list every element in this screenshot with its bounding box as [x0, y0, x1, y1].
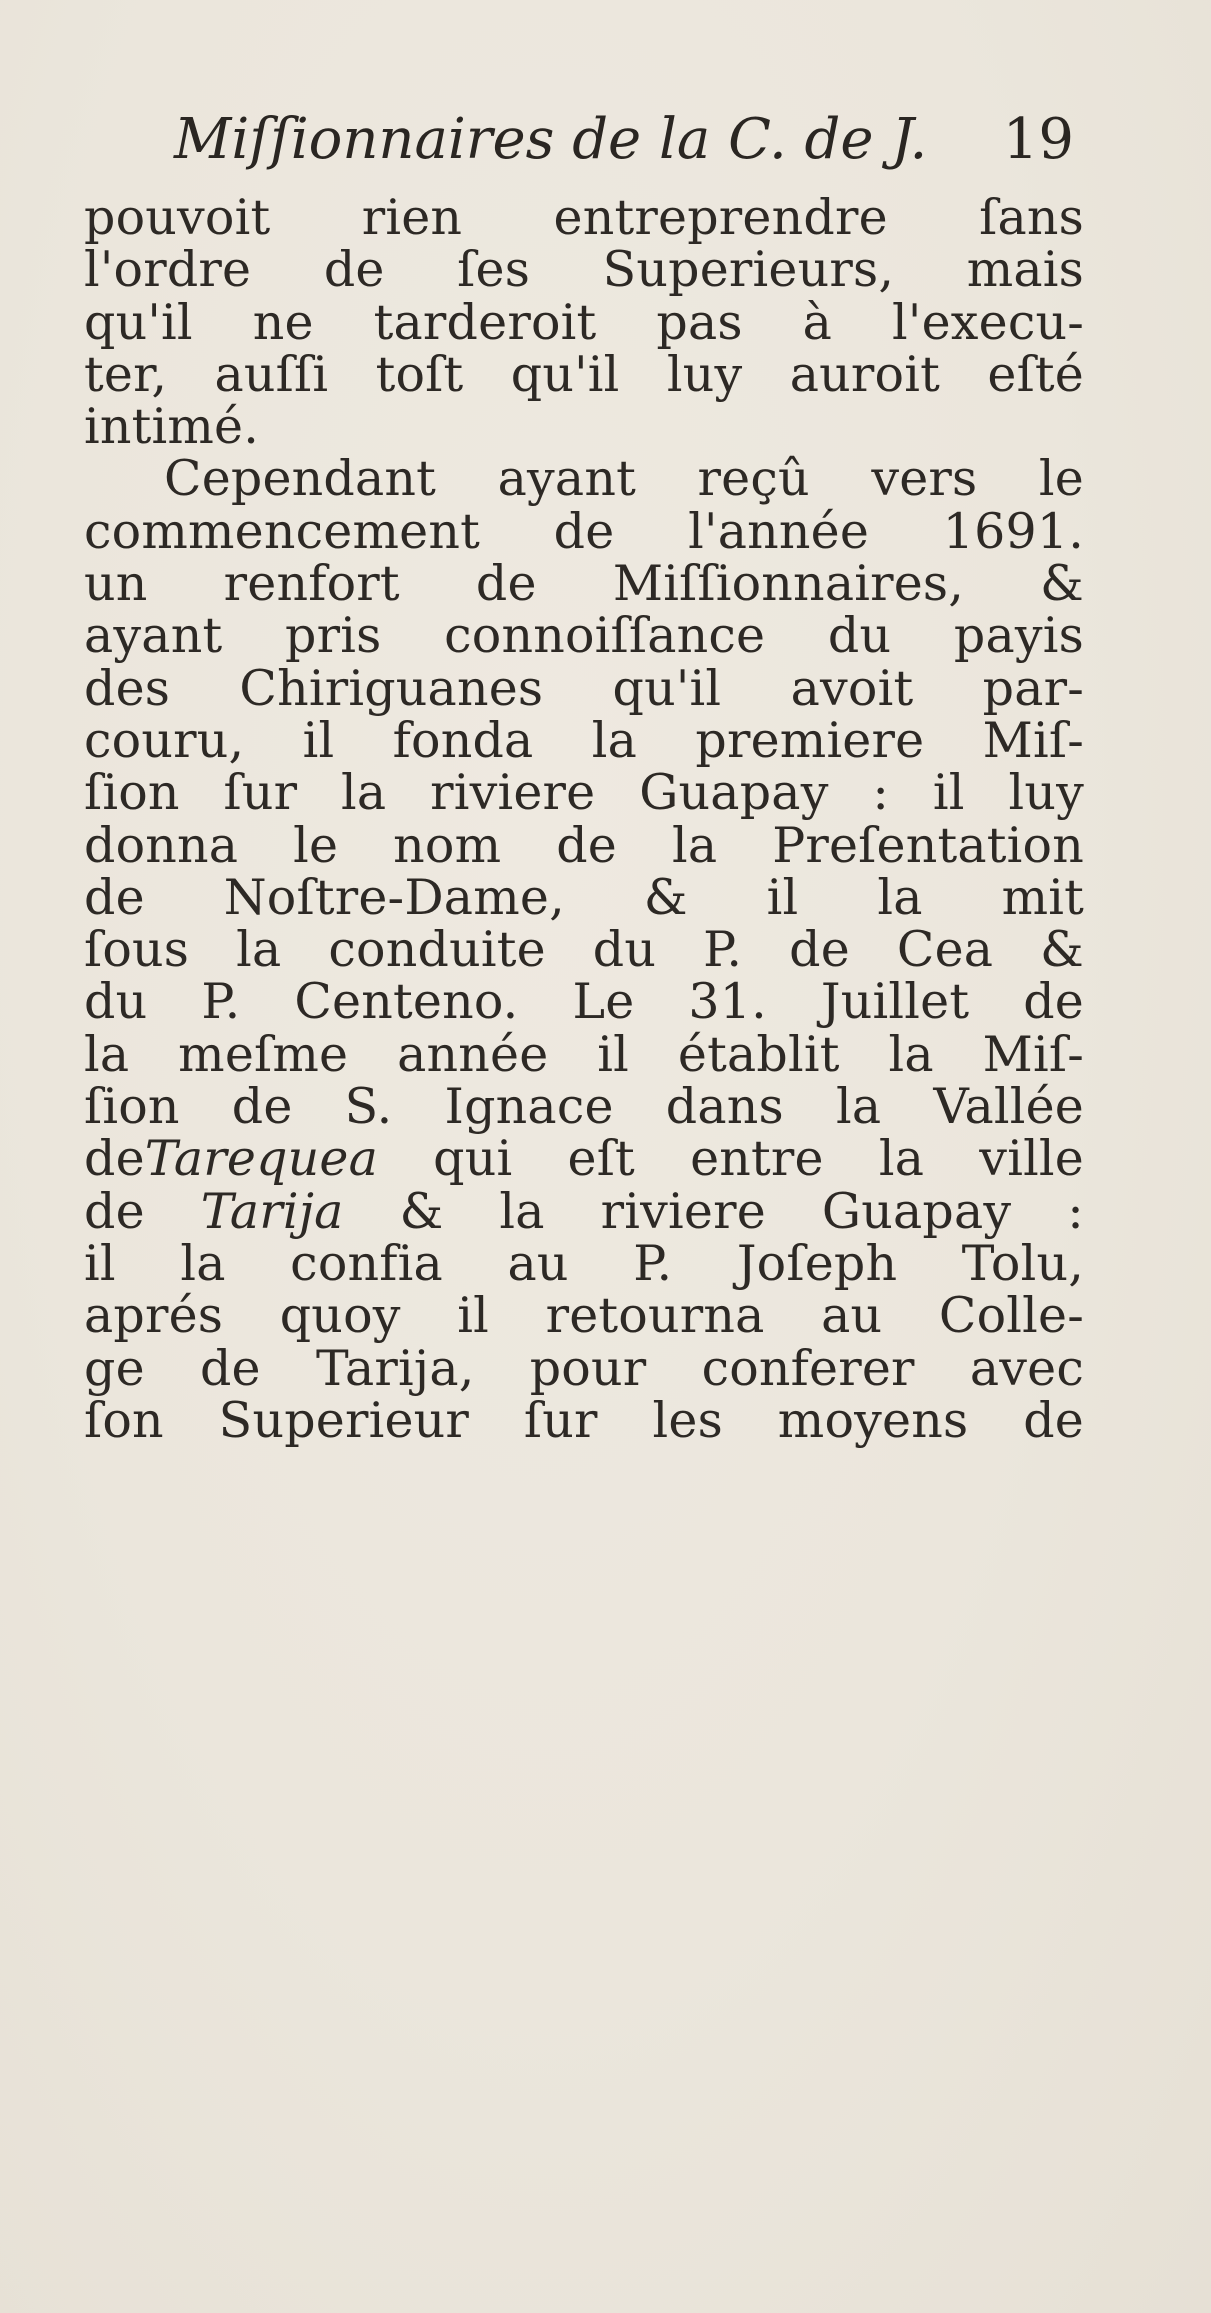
text-line [84, 1182, 1084, 1240]
text-line: Cependant ayant reçû vers le [164, 450, 1084, 508]
text-line: l'ordre de ſes Superieurs, mais [84, 241, 1084, 299]
page-number: 19 [1002, 107, 1074, 172]
text-line: ayant pris connoiſſance du payis [84, 607, 1084, 665]
text-line: il la confia au P. Joſeph Tolu, [84, 1234, 1084, 1292]
text-line [84, 1130, 1085, 1188]
text-line: ſous la conduite du P. de Cea & [84, 921, 1084, 979]
place-name-tarija: Tarija [200, 1182, 344, 1240]
text-line: ſon Superieur ſur les moyens de [84, 1391, 1084, 1449]
text-line: ge de Tarija, pour conferer avec [84, 1339, 1084, 1397]
text-line: de Noſtre-Dame, & il la mit [84, 868, 1084, 926]
text-line: intimé. [84, 398, 260, 456]
text-word: de [84, 1130, 145, 1188]
text-line: couru, il fonda la premiere Miſ- [84, 711, 1084, 769]
text-line: donna le nom de la Preſentation [84, 816, 1084, 874]
text-line: un renfort de Miſſionnaires, & [84, 555, 1084, 613]
text-fragment: & la riviere Guapay : [399, 1182, 1084, 1240]
text-line: qu'il ne tarderoit pas à l'execu- [84, 293, 1084, 351]
text-line: ter, auſſi toſt qu'il luy auroit eſté [84, 345, 1084, 403]
text-line: ſion ſur la riviere Guapay : il luy [84, 764, 1084, 822]
text-line: commencement de l'année 1691. [84, 502, 1084, 560]
text-line: des Chiriguanes qu'il avoit par- [84, 659, 1084, 717]
text-line: aprés quoy il retourna au Colle- [84, 1287, 1084, 1345]
text-line: la meſme année il établit la Miſ- [84, 1025, 1084, 1083]
page-header [84, 100, 1114, 180]
text-fragment: qui eſt entre la ville [433, 1130, 1085, 1188]
running-title: Miſſionnaires de la C. de J. [174, 107, 928, 172]
text-word: de [84, 1182, 145, 1240]
text-line: ſion de S. Ignace dans la Vallée [84, 1078, 1084, 1136]
text-line: pouvoit rien entreprendre ſans [84, 189, 1084, 246]
body-text [84, 189, 1085, 1449]
place-name-tarequea: Tarequea [144, 1130, 379, 1188]
text-line: du P. Centeno. Le 31. Juillet de [84, 973, 1084, 1031]
